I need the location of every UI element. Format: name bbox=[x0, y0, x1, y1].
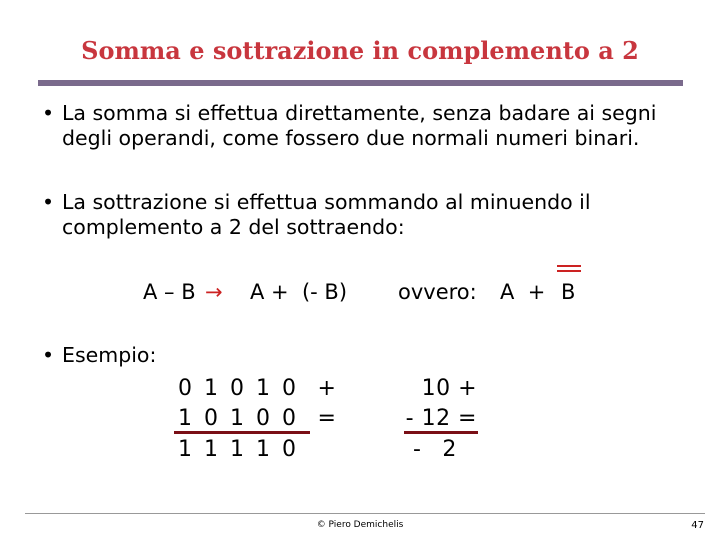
binary-sum-line bbox=[174, 431, 310, 434]
title-divider bbox=[38, 80, 683, 86]
bullet-text: Esempio: bbox=[62, 343, 157, 367]
decimal-row-3: - 2 bbox=[413, 437, 459, 462]
formula-alt-label: ovvero: bbox=[398, 280, 477, 304]
bullet-sottrazione bbox=[42, 190, 692, 240]
formula-left: A – B bbox=[143, 280, 196, 304]
bullet-somma bbox=[42, 101, 692, 151]
slide-title: Somma e sottrazione in complemento a 2 bbox=[81, 36, 639, 65]
bullet-text: La somma si effettua direttamente, senza badare ai segni degli operandi, come fossero due normali numeri binari. bbox=[62, 101, 657, 150]
footer-divider bbox=[25, 513, 705, 514]
bullet-esempio bbox=[42, 343, 692, 368]
right-arrow-icon: → bbox=[205, 280, 223, 304]
bullet-marker: • bbox=[42, 343, 55, 367]
binary-row-1: 0 1 0 1 0 + bbox=[178, 376, 339, 401]
binary-row-3: 1 1 1 1 0 bbox=[178, 437, 299, 462]
bullet-marker: • bbox=[42, 101, 55, 125]
formula-alt-operand: B bbox=[561, 280, 576, 304]
bullet-text: La sottrazione si effettua sommando al minuendo il complemento a 2 del sottraendo: bbox=[62, 190, 591, 239]
double-overbar-top bbox=[557, 265, 581, 267]
page-number: 47 bbox=[691, 520, 704, 531]
binary-row-2: 1 0 1 0 0 = bbox=[178, 406, 339, 431]
double-overbar-bottom bbox=[557, 270, 581, 272]
footer-credit: © Piero Demichelis bbox=[316, 520, 404, 530]
bullet-marker: • bbox=[42, 190, 55, 214]
formula-right: A + (- B) bbox=[250, 280, 348, 304]
decimal-row-1: 10 + bbox=[421, 376, 477, 401]
decimal-row-2: - 12 = bbox=[405, 406, 477, 431]
formula-alt-expr: A + bbox=[500, 280, 546, 304]
decimal-sum-line bbox=[404, 431, 478, 434]
